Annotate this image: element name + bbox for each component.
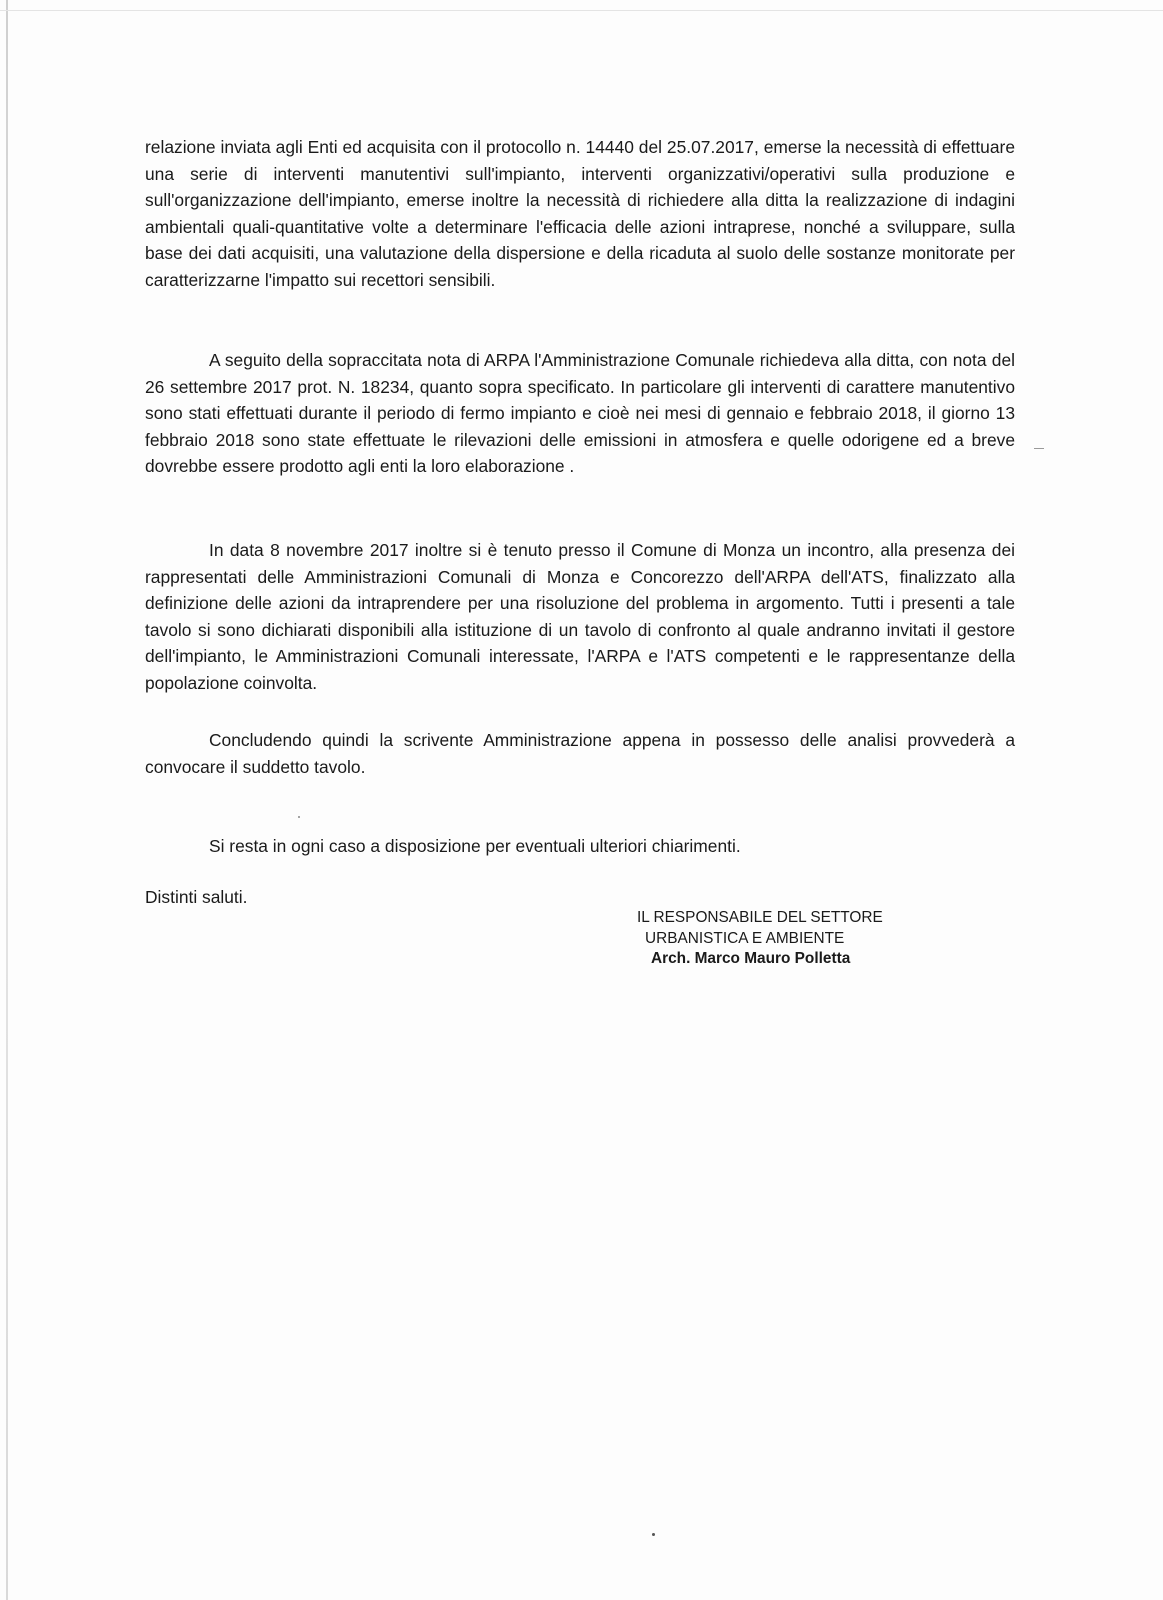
closing-salutation: Distinti saluti. bbox=[145, 887, 248, 907]
scan-edge-top bbox=[0, 10, 1163, 11]
signature-title: IL RESPONSABILE DEL SETTORE bbox=[637, 909, 883, 926]
signature-name: Arch. Marco Mauro Polletta bbox=[651, 950, 851, 967]
margin-mark bbox=[1034, 448, 1044, 449]
paragraph-4: Concludendo quindi la scrivente Amministrazione appena in possesso delle analisi provvederà a convocare il suddetto tavolo. bbox=[145, 730, 1015, 777]
scan-edge-left bbox=[6, 0, 8, 1600]
paragraph-5: Si resta in ogni caso a disposizione per eventuali ulteriori chiarimenti. bbox=[209, 836, 741, 856]
signature-department: URBANISTICA E AMBIENTE bbox=[645, 929, 845, 947]
paragraph-3: In data 8 novembre 2017 inoltre si è tenuto presso il Comune di Monza un incontro, alla presenza dei rappresentati delle Amministrazioni Comunali di Monza e Concorezzo dell'ARPA dell'ATS, finalizzato alla definizione delle azioni da intraprendere per una risoluzione del problema in argomento. Tutti i presenti a tale tavolo si sono dichiarati disponibili alla istituzione di un tavolo di confronto al quale andranno invitati il gestore dell'impianto, le Amministrazioni Comunali interessate, l'ARPA e l'ATS competenti e le rappresentanze della popolazione coinvolta. bbox=[145, 540, 1015, 693]
signature-block bbox=[637, 908, 883, 970]
scan-speck bbox=[298, 816, 300, 818]
scan-speck bbox=[652, 1533, 655, 1536]
paragraph-2: A seguito della sopraccitata nota di ARPA l'Amministrazione Comunale richiedeva alla ditta, con nota del 26 settembre 2017 prot. N. 18234, quanto sopra specificato. In particolare gli interventi di carattere manutentivo sono stati effettuati durante il periodo di fermo impianto e cioè nei mesi di gennaio e febbraio 2018, il giorno 13 febbraio 2018 sono state effettuate le rilevazioni delle emissioni in atmosfera e quelle odorigene ed a breve dovrebbe essere prodotto agli enti la loro elaborazione . bbox=[145, 350, 1015, 477]
paragraph-1: relazione inviata agli Enti ed acquisita con il protocollo n. 14440 del 25.07.2017, emerse la necessità di effettuare una serie di interventi manutentivi sull'impianto, interventi organizzativi/operativi sulla produzione e sull'organizzazione dell'impianto, emerse inoltre la necessità di richiedere alla ditta la realizzazione di indagini ambientali quali-quantitative volte a determinare l'efficacia delle azioni intraprese, nonché a sviluppare, sulla base dei dati acquisiti, una valutazione della dispersione e della ricaduta al suolo delle sostanze monitorate per caratterizzarne l'impatto sui recettori sensibili. bbox=[145, 137, 1015, 290]
